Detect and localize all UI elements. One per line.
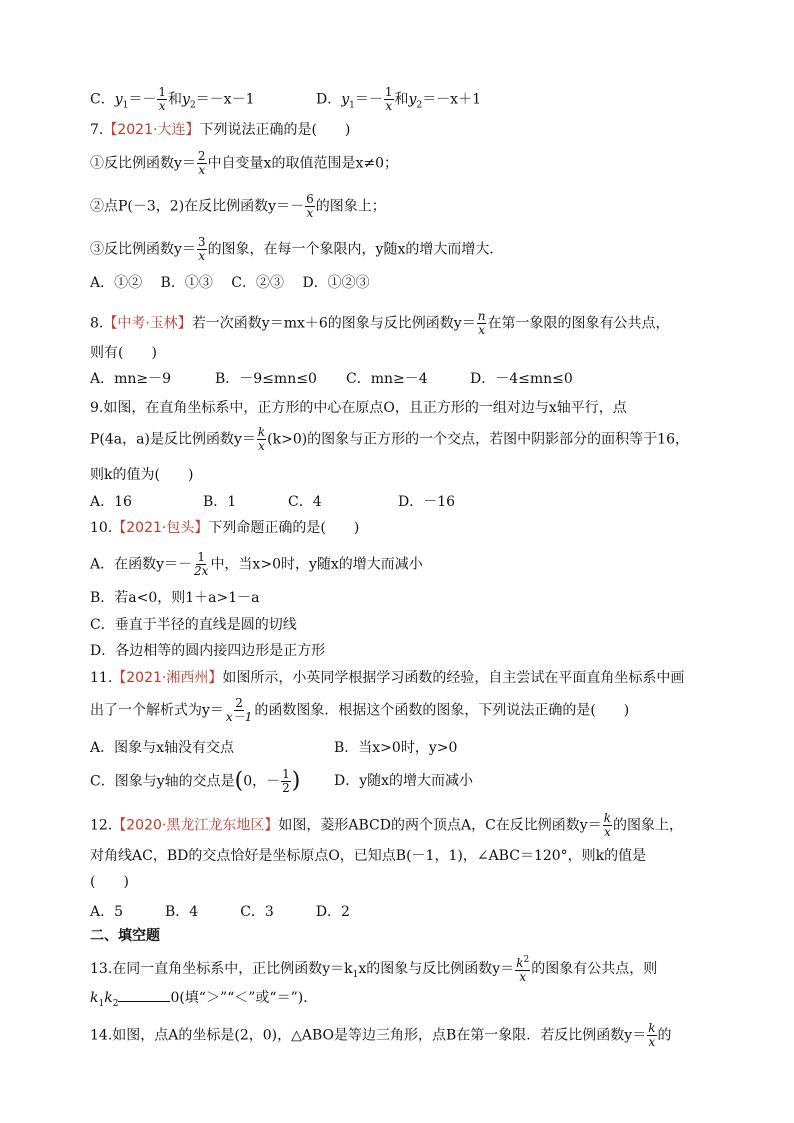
- q12-stem-line3: ( ): [90, 874, 129, 890]
- q7-statement-3: ③反比例函数y＝ $\frac{3}{x}$ 的图象，在每一个象限内，y随x的增大而增大．: [90, 235, 504, 263]
- fraction: $\frac{6}{x}$: [306, 192, 314, 220]
- source-tag: 【2021·大连】: [103, 122, 200, 138]
- q9-stem-line2: P(4a，a)是反比例函数y＝ $\frac{k}{x}$ (k>0)的图象与正方形的一个交点，若图中阴影部分的面积等于16，: [90, 425, 689, 453]
- q9-option-a: A．16: [90, 494, 132, 510]
- fraction: $\frac{k}{x}$: [603, 811, 611, 839]
- q13-stem-line2: $k_1k_2$ 0(填“＞”“＜”或“＝”)．: [90, 987, 317, 1014]
- q13-stem-line1: 13.在同一直角坐标系中，正比例函数$y=k_1x$的图象与反比例函数y＝ $\frac{k^2}{x}$ 的图象有公共点，则: [90, 955, 658, 984]
- q10-option-a: A．在函数y＝－ $\frac{1}{2x}$ 中，当x>0时，y随x的增大而减小: [90, 550, 423, 578]
- q9-stem-line3: 则k的值为( ): [90, 467, 194, 483]
- q7-options: A．①② B．①③ C．②③ D．①②③: [90, 275, 370, 291]
- source-tag: 【2021·包头】: [112, 520, 209, 536]
- q12-stem-line1: 12.【2020·黑龙江龙东地区】如图，菱形ABCD的两个顶点A，C在反比例函数y＝ $\frac{k}{x}$ 的图象上，: [90, 811, 683, 839]
- q7-statement-2: ②点P(－3，2)在反比例函数y＝－ $\frac{6}{x}$ 的图象上；: [90, 192, 386, 220]
- q8-stem: 8.【中考·玉林】若一次函数y＝mx＋6的图象与反比例函数y＝ $\frac{n}{x}$ 在第一象限的图象有公共点，: [90, 309, 670, 337]
- fraction: $\frac{k}{x}$: [648, 1021, 656, 1049]
- q11-option-d: D．y随x的增大而减小: [334, 773, 474, 789]
- fraction: $\frac{2}{x}$: [197, 149, 206, 177]
- q6-option-c: C．$y_1=-$ $\frac{1}{x}$ 和$y_2=-x-1$: [90, 85, 255, 113]
- q11-stem-line1: 11.【2021·湘西州】如图所示，小英同学根据学习函数的经验，自主尝试在平面直角坐标系中画: [90, 670, 685, 686]
- q11-option-b: B．当x>0时，y>0: [334, 740, 458, 756]
- q8-option-d: D．－4≤mn≤0: [470, 371, 573, 387]
- source-tag: 【2021·湘西州】: [112, 670, 223, 686]
- q8-option-a: A．mn≥－9: [90, 371, 172, 387]
- fraction: $\frac{1}{x}$: [158, 85, 167, 113]
- fraction: $\frac{1}{2x}$: [194, 550, 209, 578]
- q10-option-b: B．若a<0，则1＋a>1－a: [90, 590, 260, 606]
- q8-option-b: B．－9≤mn≤0: [215, 371, 317, 387]
- fraction: $\frac{n}{x}$: [477, 309, 486, 337]
- q7-statement-1: ①反比例函数y＝ $\frac{2}{x}$ 中自变量x的取值范围是x≠0；: [90, 149, 398, 177]
- fraction: $\frac{k^2}{x}$: [516, 955, 530, 984]
- q9-option-b: B．1: [203, 494, 237, 510]
- q11-stem-line2: 出了一个解析式为y＝ $\frac{2}{x-1}$ 的函数图象．根据这个函数的图象，下列说法正确的是( ): [90, 696, 630, 724]
- source-tag: 【中考·玉林】: [103, 315, 192, 332]
- q12-stem-line2: 对角线AC，BD的交点恰好是坐标原点O，已知点B(－1，1)，∠ABC＝120°，则k的值是: [90, 848, 647, 864]
- q8-option-c: C．mn≥－4: [346, 371, 428, 387]
- fraction: $\frac{k}{x}$: [257, 425, 266, 453]
- q12-options: A．5 B．4 C．3 D．2: [90, 904, 350, 920]
- fraction: $\frac{1}{2}$: [282, 767, 290, 795]
- source-tag: 【2020·黑龙江龙东地区】: [112, 817, 279, 834]
- q11-option-c: C．图象与y轴的交点是(0，－ $\frac{1}{2}$ ): [90, 767, 301, 795]
- q9-stem-line1: 9.如图，在直角坐标系中，正方形的中心在原点O，且正方形的一组对边与x轴平行，点: [90, 400, 627, 416]
- fraction: $\frac{1}{x}$: [384, 85, 393, 113]
- q9-option-d: D．－16: [398, 494, 456, 510]
- q9-option-c: C．4: [288, 494, 322, 510]
- answer-blank[interactable]: [118, 987, 170, 1002]
- q14-stem-line1: 14.如图，点A的坐标是(2，0)，△ABO是等边三角形，点B在第一象限．若反比例函数y＝ $\frac{k}{x}$ 的: [90, 1021, 672, 1049]
- q10-stem: 10.【2021·包头】下列命题正确的是( ): [90, 520, 360, 536]
- q11-option-a: A．图象与x轴没有交点: [90, 740, 235, 756]
- fraction: $\frac{3}{x}$: [197, 235, 206, 263]
- q10-option-c: C．垂直于半径的直线是圆的切线: [90, 617, 297, 633]
- q6-option-d: D．$y_1=-$ $\frac{1}{x}$ 和$y_2=-x+1$: [316, 85, 481, 113]
- section-title: 二、填空题: [90, 928, 160, 944]
- q10-option-d: D．各边相等的圆内接四边形是正方形: [90, 643, 326, 659]
- fraction: $\frac{2}{x-1}$: [225, 696, 253, 724]
- q8-stem-line2: 则有( ): [90, 345, 157, 361]
- q7-stem: 7.【2021·大连】下列说法正确的是( ): [90, 122, 351, 138]
